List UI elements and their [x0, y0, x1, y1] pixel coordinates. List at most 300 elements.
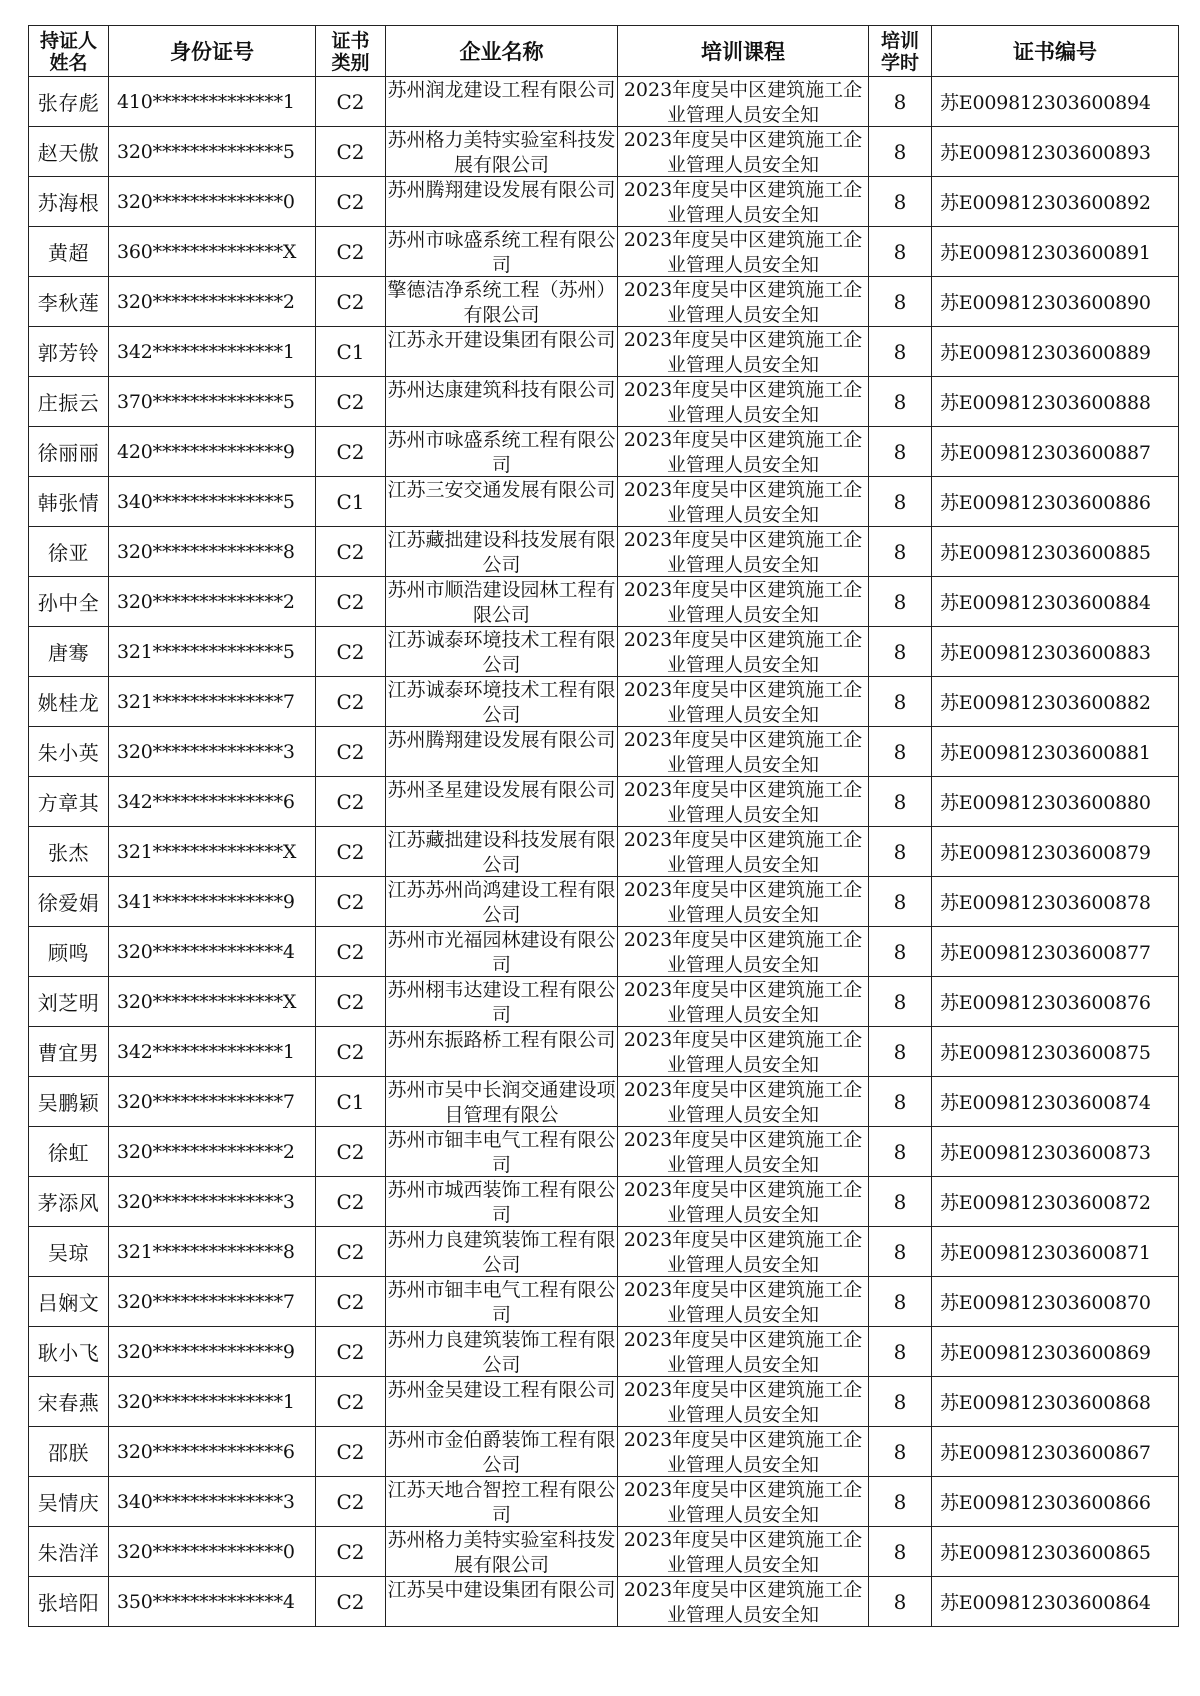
holder-name-cell: 徐爱娟: [29, 877, 109, 927]
cert-number-cell: 苏E009812303600888: [932, 377, 1179, 427]
course-cell: [618, 1327, 869, 1377]
cert-category-cell: C2: [316, 427, 386, 477]
cert-number-cell: 苏E009812303600866: [932, 1477, 1179, 1527]
table-row: [29, 1127, 1179, 1177]
table-row: [29, 77, 1179, 127]
company-cell: [386, 627, 618, 677]
course-cell: [618, 977, 869, 1027]
cert-number-cell: 苏E009812303600892: [932, 177, 1179, 227]
cert-category-cell: C2: [316, 627, 386, 677]
company-cell-text: 江苏天地合智控工程有限公司: [387, 1479, 616, 1526]
cert-category-cell: C1: [316, 327, 386, 377]
header-row: [29, 26, 1179, 77]
course-cell-text: 2023年度吴中区建筑施工企业管理人员安全知: [623, 379, 863, 426]
company-cell-text: 苏州市钿丰电气工程有限公司: [387, 1129, 616, 1176]
cert-category-cell: C2: [316, 1527, 386, 1577]
company-cell-text: 江苏三安交通发展有限公司: [387, 479, 616, 501]
header-course: 培训课程: [618, 26, 869, 77]
id-number-cell: 320**************7: [109, 1077, 316, 1127]
hours-cell: 8: [869, 627, 932, 677]
company-cell-text: 苏州市咏盛系统工程有限公司: [387, 429, 616, 476]
holder-name-cell: 吕娴文: [29, 1277, 109, 1327]
company-cell-text: 苏州市咏盛系统工程有限公司: [387, 229, 616, 276]
course-cell-text: 2023年度吴中区建筑施工企业管理人员安全知: [623, 729, 863, 776]
course-cell: [618, 577, 869, 627]
company-cell-text: 江苏诚泰环境技术工程有限公司: [387, 629, 616, 676]
course-cell: [618, 277, 869, 327]
holder-name-cell: 苏海根: [29, 177, 109, 227]
cert-number-cell: 苏E009812303600886: [932, 477, 1179, 527]
company-cell-text: 苏州腾翔建设发展有限公司: [387, 729, 616, 751]
company-cell-text: 苏州市光福园林建设有限公司: [387, 929, 616, 976]
table-row: [29, 577, 1179, 627]
holder-name-cell: 宋春燕: [29, 1377, 109, 1427]
id-number-cell: 320**************2: [109, 577, 316, 627]
company-cell-text: 苏州格力美特实验室科技发展有限公司: [387, 129, 616, 176]
cert-number-cell: 苏E009812303600881: [932, 727, 1179, 777]
id-number-cell: 320**************6: [109, 1427, 316, 1477]
id-number-cell: 410**************1: [109, 77, 316, 127]
hours-cell: 8: [869, 1377, 932, 1427]
holder-name-cell: 茅添风: [29, 1177, 109, 1227]
hours-cell: 8: [869, 877, 932, 927]
cert-category-cell: C2: [316, 1427, 386, 1477]
company-cell-text: 苏州润龙建设工程有限公司: [387, 79, 616, 101]
cert-number-cell: 苏E009812303600887: [932, 427, 1179, 477]
course-cell-text: 2023年度吴中区建筑施工企业管理人员安全知: [623, 579, 863, 626]
holder-name-cell: 徐虹: [29, 1127, 109, 1177]
cert-category-cell: C2: [316, 227, 386, 277]
course-cell-text: 2023年度吴中区建筑施工企业管理人员安全知: [623, 279, 863, 326]
holder-name-cell: 徐丽丽: [29, 427, 109, 477]
hours-cell: 8: [869, 577, 932, 627]
cert-number-cell: 苏E009812303600882: [932, 677, 1179, 727]
hours-cell: 8: [869, 77, 932, 127]
hours-cell: 8: [869, 927, 932, 977]
hours-cell: 8: [869, 277, 932, 327]
id-number-cell: 342**************6: [109, 777, 316, 827]
holder-name-cell: 刘芝明: [29, 977, 109, 1027]
course-cell-text: 2023年度吴中区建筑施工企业管理人员安全知: [623, 1479, 863, 1526]
header-company: 企业名称: [386, 26, 618, 77]
course-cell-text: 2023年度吴中区建筑施工企业管理人员安全知: [623, 1579, 863, 1626]
cert-category-cell: C2: [316, 827, 386, 877]
company-cell: [386, 1527, 618, 1577]
course-cell-text: 2023年度吴中区建筑施工企业管理人员安全知: [623, 229, 863, 276]
cert-number-cell: 苏E009812303600883: [932, 627, 1179, 677]
company-cell: [386, 1127, 618, 1177]
course-cell: [618, 727, 869, 777]
cert-category-cell: C2: [316, 1377, 386, 1427]
table-row: [29, 727, 1179, 777]
cert-category-cell: C2: [316, 527, 386, 577]
holder-name-cell: 韩张情: [29, 477, 109, 527]
table-row: [29, 877, 1179, 927]
table-row: [29, 227, 1179, 277]
course-cell: [618, 1027, 869, 1077]
course-cell-text: 2023年度吴中区建筑施工企业管理人员安全知: [623, 479, 863, 526]
course-cell: [618, 127, 869, 177]
company-cell: [386, 877, 618, 927]
id-number-cell: 341**************9: [109, 877, 316, 927]
cert-number-cell: 苏E009812303600890: [932, 277, 1179, 327]
header-cert-number: 证书编号: [932, 26, 1179, 77]
hours-cell: 8: [869, 127, 932, 177]
holder-name-cell: 张杰: [29, 827, 109, 877]
cert-category-cell: C2: [316, 977, 386, 1027]
id-number-cell: 320**************9: [109, 1327, 316, 1377]
company-cell: [386, 227, 618, 277]
course-cell-text: 2023年度吴中区建筑施工企业管理人员安全知: [623, 979, 863, 1026]
hours-cell: 8: [869, 827, 932, 877]
company-cell-text: 苏州东振路桥工程有限公司: [387, 1029, 616, 1051]
cert-category-cell: C2: [316, 277, 386, 327]
course-cell: [618, 1127, 869, 1177]
hours-cell: 8: [869, 1077, 932, 1127]
course-cell-text: 2023年度吴中区建筑施工企业管理人员安全知: [623, 629, 863, 676]
hours-cell: 8: [869, 1327, 932, 1377]
course-cell: [618, 677, 869, 727]
id-number-cell: 340**************3: [109, 1477, 316, 1527]
hours-cell: 8: [869, 977, 932, 1027]
course-cell: [618, 377, 869, 427]
course-cell-text: 2023年度吴中区建筑施工企业管理人员安全知: [623, 1379, 863, 1426]
holder-name-cell: 朱浩洋: [29, 1527, 109, 1577]
cert-number-cell: 苏E009812303600884: [932, 577, 1179, 627]
company-cell: [386, 127, 618, 177]
cert-category-cell: C2: [316, 177, 386, 227]
course-cell-text: 2023年度吴中区建筑施工企业管理人员安全知: [623, 529, 863, 576]
id-number-cell: 342**************1: [109, 327, 316, 377]
course-cell: [618, 1277, 869, 1327]
hours-cell: 8: [869, 1027, 932, 1077]
course-cell: [618, 1377, 869, 1427]
course-cell-text: 2023年度吴中区建筑施工企业管理人员安全知: [623, 1229, 863, 1276]
table-row: [29, 377, 1179, 427]
company-cell-text: 苏州达康建筑科技有限公司: [387, 379, 616, 401]
cert-category-cell: C1: [316, 1077, 386, 1127]
id-number-cell: 320**************0: [109, 177, 316, 227]
cert-number-cell: 苏E009812303600878: [932, 877, 1179, 927]
course-cell: [618, 227, 869, 277]
course-cell-text: 2023年度吴中区建筑施工企业管理人员安全知: [623, 929, 863, 976]
holder-name-cell: 郭芳铃: [29, 327, 109, 377]
hours-cell: 8: [869, 1127, 932, 1177]
hours-cell: 8: [869, 527, 932, 577]
cert-number-cell: 苏E009812303600894: [932, 77, 1179, 127]
holder-name-cell: 孙中全: [29, 577, 109, 627]
course-cell-text: 2023年度吴中区建筑施工企业管理人员安全知: [623, 1529, 863, 1576]
cert-category-cell: C2: [316, 1477, 386, 1527]
company-cell: [386, 1177, 618, 1227]
id-number-cell: 420**************9: [109, 427, 316, 477]
course-cell: [618, 927, 869, 977]
id-number-cell: 321**************8: [109, 1227, 316, 1277]
company-cell: [386, 77, 618, 127]
cert-number-cell: 苏E009812303600867: [932, 1427, 1179, 1477]
table-row: [29, 1277, 1179, 1327]
course-cell: [618, 1177, 869, 1227]
cert-category-cell: C2: [316, 1027, 386, 1077]
holder-name-cell: 姚桂龙: [29, 677, 109, 727]
cert-category-cell: C2: [316, 677, 386, 727]
company-cell-text: 苏州力良建筑装饰工程有限公司: [387, 1329, 616, 1376]
company-cell: [386, 1027, 618, 1077]
company-cell: [386, 677, 618, 727]
id-number-cell: 342**************1: [109, 1027, 316, 1077]
hours-cell: 8: [869, 477, 932, 527]
table-row: [29, 1227, 1179, 1277]
header-id-number: 身份证号: [109, 26, 316, 77]
cert-number-cell: 苏E009812303600893: [932, 127, 1179, 177]
id-number-cell: 340**************5: [109, 477, 316, 527]
table-row: [29, 527, 1179, 577]
cert-number-cell: 苏E009812303600885: [932, 527, 1179, 577]
course-cell: [618, 1477, 869, 1527]
header-holder-name: 持证人 姓名: [29, 26, 109, 77]
course-cell: [618, 827, 869, 877]
company-cell: [386, 177, 618, 227]
course-cell-text: 2023年度吴中区建筑施工企业管理人员安全知: [623, 79, 863, 126]
table-row: [29, 477, 1179, 527]
company-cell: [386, 1377, 618, 1427]
holder-name-cell: 吴琼: [29, 1227, 109, 1277]
company-cell-text: 苏州金吴建设工程有限公司: [387, 1379, 616, 1401]
id-number-cell: 320**************0: [109, 1527, 316, 1577]
holder-name-cell: 朱小英: [29, 727, 109, 777]
course-cell-text: 2023年度吴中区建筑施工企业管理人员安全知: [623, 1129, 863, 1176]
cert-category-cell: C2: [316, 1227, 386, 1277]
id-number-cell: 360**************X: [109, 227, 316, 277]
cert-number-cell: 苏E009812303600869: [932, 1327, 1179, 1377]
company-cell: [386, 327, 618, 377]
hours-cell: 8: [869, 377, 932, 427]
cert-category-cell: C2: [316, 1127, 386, 1177]
cert-number-cell: 苏E009812303600877: [932, 927, 1179, 977]
table-row: [29, 1027, 1179, 1077]
course-cell: [618, 777, 869, 827]
cert-number-cell: 苏E009812303600871: [932, 1227, 1179, 1277]
cert-number-cell: 苏E009812303600865: [932, 1527, 1179, 1577]
company-cell-text: 苏州圣星建设发展有限公司: [387, 779, 616, 801]
table-row: [29, 1327, 1179, 1377]
course-cell: [618, 1577, 869, 1627]
course-cell-text: 2023年度吴中区建筑施工企业管理人员安全知: [623, 1279, 863, 1326]
company-cell: [386, 427, 618, 477]
cert-category-cell: C2: [316, 777, 386, 827]
holder-name-cell: 邵朕: [29, 1427, 109, 1477]
holder-name-cell: 黄超: [29, 227, 109, 277]
id-number-cell: 320**************2: [109, 277, 316, 327]
hours-cell: 8: [869, 1577, 932, 1627]
cert-number-cell: 苏E009812303600889: [932, 327, 1179, 377]
course-cell-text: 2023年度吴中区建筑施工企业管理人员安全知: [623, 1329, 863, 1376]
cert-category-cell: C2: [316, 877, 386, 927]
company-cell-text: 苏州市吴中长润交通建设项目管理有限公: [387, 1079, 616, 1126]
hours-cell: 8: [869, 177, 932, 227]
id-number-cell: 320**************4: [109, 927, 316, 977]
cert-number-cell: 苏E009812303600874: [932, 1077, 1179, 1127]
company-cell-text: 江苏苏州尚鸿建设工程有限公司: [387, 879, 616, 926]
cert-category-cell: C1: [316, 477, 386, 527]
hours-cell: 8: [869, 1277, 932, 1327]
company-cell: [386, 377, 618, 427]
cert-category-cell: C2: [316, 77, 386, 127]
cert-number-cell: 苏E009812303600864: [932, 1577, 1179, 1627]
table-row: [29, 1477, 1179, 1527]
cert-number-cell: 苏E009812303600875: [932, 1027, 1179, 1077]
course-cell: [618, 1527, 869, 1577]
id-number-cell: 320**************1: [109, 1377, 316, 1427]
certificate-table: [28, 25, 1179, 1627]
holder-name-cell: 吴鹏颖: [29, 1077, 109, 1127]
course-cell-text: 2023年度吴中区建筑施工企业管理人员安全知: [623, 1179, 863, 1226]
holder-name-cell: 吴情庆: [29, 1477, 109, 1527]
hours-cell: 8: [869, 1427, 932, 1477]
company-cell-text: 苏州格力美特实验室科技发展有限公司: [387, 1529, 616, 1576]
cert-category-cell: C2: [316, 577, 386, 627]
table-row: [29, 677, 1179, 727]
company-cell-text: 江苏藏拙建设科技发展有限公司: [387, 829, 616, 876]
cert-category-cell: C2: [316, 1177, 386, 1227]
cert-category-cell: C2: [316, 927, 386, 977]
cert-category-cell: C2: [316, 1577, 386, 1627]
cert-category-cell: C2: [316, 1327, 386, 1377]
course-cell-text: 2023年度吴中区建筑施工企业管理人员安全知: [623, 829, 863, 876]
course-cell-text: 2023年度吴中区建筑施工企业管理人员安全知: [623, 329, 863, 376]
cert-number-cell: 苏E009812303600876: [932, 977, 1179, 1027]
course-cell-text: 2023年度吴中区建筑施工企业管理人员安全知: [623, 179, 863, 226]
company-cell-text: 江苏吴中建设集团有限公司: [387, 1579, 616, 1601]
company-cell: [386, 527, 618, 577]
holder-name-cell: 耿小飞: [29, 1327, 109, 1377]
holder-name-cell: 方章其: [29, 777, 109, 827]
company-cell-text: 苏州栩韦达建设工程有限公司: [387, 979, 616, 1026]
course-cell-text: 2023年度吴中区建筑施工企业管理人员安全知: [623, 779, 863, 826]
hours-cell: 8: [869, 1227, 932, 1277]
id-number-cell: 321**************X: [109, 827, 316, 877]
header-cert-category: 证书 类别: [316, 26, 386, 77]
course-cell-text: 2023年度吴中区建筑施工企业管理人员安全知: [623, 1029, 863, 1076]
course-cell: [618, 877, 869, 927]
table-row: [29, 1577, 1179, 1627]
company-cell-text: 苏州力良建筑装饰工程有限公司: [387, 1229, 616, 1276]
course-cell-text: 2023年度吴中区建筑施工企业管理人员安全知: [623, 429, 863, 476]
company-cell: [386, 1227, 618, 1277]
cert-number-cell: 苏E009812303600880: [932, 777, 1179, 827]
id-number-cell: 320**************2: [109, 1127, 316, 1177]
cert-number-cell: 苏E009812303600873: [932, 1127, 1179, 1177]
hours-cell: 8: [869, 1477, 932, 1527]
cert-number-cell: 苏E009812303600868: [932, 1377, 1179, 1427]
course-cell-text: 2023年度吴中区建筑施工企业管理人员安全知: [623, 879, 863, 926]
certificate-table-sheet: [28, 25, 1178, 1627]
hours-cell: 8: [869, 427, 932, 477]
holder-name-cell: 赵天傲: [29, 127, 109, 177]
company-cell: [386, 1477, 618, 1527]
cert-number-cell: 苏E009812303600891: [932, 227, 1179, 277]
id-number-cell: 350**************4: [109, 1577, 316, 1627]
holder-name-cell: 李秋莲: [29, 277, 109, 327]
course-cell: [618, 77, 869, 127]
table-row: [29, 1527, 1179, 1577]
table-row: [29, 1177, 1179, 1227]
hours-cell: 8: [869, 1177, 932, 1227]
hours-cell: 8: [869, 227, 932, 277]
course-cell-text: 2023年度吴中区建筑施工企业管理人员安全知: [623, 1429, 863, 1476]
company-cell-text: 擎德洁净系统工程（苏州）有限公司: [387, 279, 616, 326]
header-hours: 培训 学时: [869, 26, 932, 77]
course-cell-text: 2023年度吴中区建筑施工企业管理人员安全知: [623, 1079, 863, 1126]
company-cell-text: 江苏诚泰环境技术工程有限公司: [387, 679, 616, 726]
id-number-cell: 320**************3: [109, 1177, 316, 1227]
holder-name-cell: 张存彪: [29, 77, 109, 127]
company-cell: [386, 1277, 618, 1327]
company-cell-text: 苏州腾翔建设发展有限公司: [387, 179, 616, 201]
table-body: [29, 77, 1179, 1627]
cert-number-cell: 苏E009812303600870: [932, 1277, 1179, 1327]
hours-cell: 8: [869, 327, 932, 377]
id-number-cell: 321**************7: [109, 677, 316, 727]
holder-name-cell: 唐骞: [29, 627, 109, 677]
holder-name-cell: 徐亚: [29, 527, 109, 577]
id-number-cell: 320**************X: [109, 977, 316, 1027]
table-row: [29, 277, 1179, 327]
company-cell-text: 江苏藏拙建设科技发展有限公司: [387, 529, 616, 576]
id-number-cell: 320**************8: [109, 527, 316, 577]
id-number-cell: 320**************7: [109, 1277, 316, 1327]
table-row: [29, 627, 1179, 677]
course-cell: [618, 627, 869, 677]
course-cell: [618, 1077, 869, 1127]
company-cell-text: 苏州市顺浩建设园林工程有限公司: [387, 579, 616, 626]
holder-name-cell: 顾鸣: [29, 927, 109, 977]
cert-number-cell: 苏E009812303600872: [932, 1177, 1179, 1227]
id-number-cell: 320**************5: [109, 127, 316, 177]
company-cell: [386, 1577, 618, 1627]
cert-category-cell: C2: [316, 727, 386, 777]
company-cell: [386, 1427, 618, 1477]
table-row: [29, 1377, 1179, 1427]
table-row: [29, 927, 1179, 977]
company-cell-text: 苏州市城西装饰工程有限公司: [387, 1179, 616, 1226]
holder-name-cell: 庄振云: [29, 377, 109, 427]
cert-category-cell: C2: [316, 377, 386, 427]
table-row: [29, 777, 1179, 827]
company-cell: [386, 777, 618, 827]
holder-name-cell: 曹宜男: [29, 1027, 109, 1077]
id-number-cell: 370**************5: [109, 377, 316, 427]
company-cell: [386, 277, 618, 327]
id-number-cell: 320**************3: [109, 727, 316, 777]
hours-cell: 8: [869, 1527, 932, 1577]
cert-category-cell: C2: [316, 127, 386, 177]
company-cell: [386, 477, 618, 527]
table-row: [29, 327, 1179, 377]
table-row: [29, 977, 1179, 1027]
course-cell: [618, 427, 869, 477]
table-row: [29, 1077, 1179, 1127]
course-cell: [618, 527, 869, 577]
hours-cell: 8: [869, 777, 932, 827]
course-cell: [618, 1227, 869, 1277]
id-number-cell: 321**************5: [109, 627, 316, 677]
table-row: [29, 177, 1179, 227]
table-row: [29, 1427, 1179, 1477]
company-cell: [386, 827, 618, 877]
course-cell: [618, 477, 869, 527]
company-cell: [386, 577, 618, 627]
